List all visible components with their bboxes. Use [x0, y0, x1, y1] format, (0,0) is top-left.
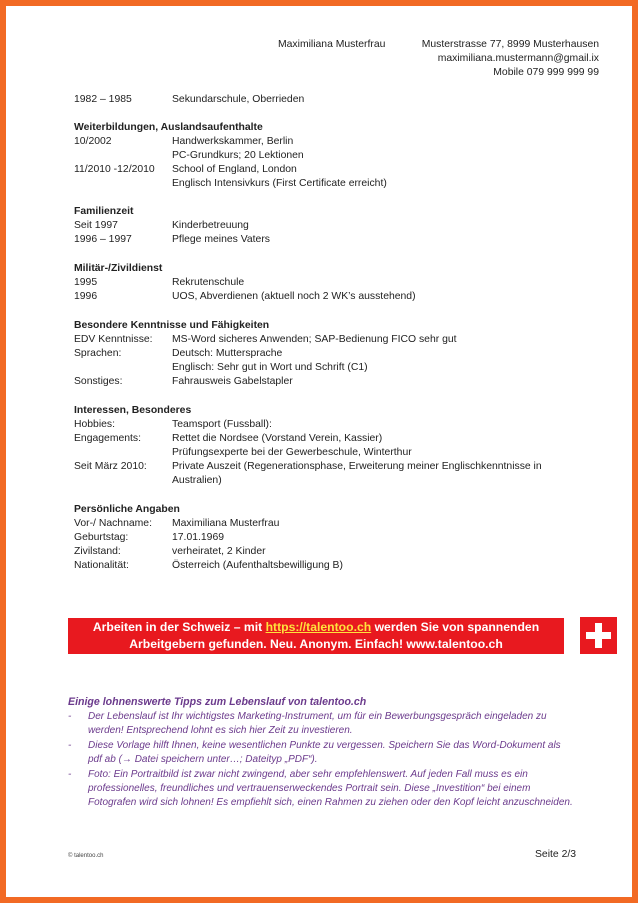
section-title-kenntnisse: Besondere Kenntnisse und Fähigkeiten: [74, 320, 270, 331]
row-date: 10/2002: [74, 136, 112, 147]
header-phone: Mobile 079 999 999 99: [493, 67, 599, 78]
row-text: Maximiliana Musterfrau: [172, 518, 280, 529]
row-date: Seit 1997: [74, 220, 118, 231]
row-date: 1996 – 1997: [74, 234, 132, 245]
header-address: Musterstrasse 77, 8999 Musterhausen: [421, 39, 599, 50]
banner-text: werden Sie von spannenden: [371, 620, 540, 634]
tip-text: Diese Vorlage hilft Ihnen, keine wesentlichen Punkte zu vergessen. Speichern Sie das Word-Dokument als pdf ab (→ Datei speichern unter…; Dateityp „PDF“).: [88, 740, 561, 766]
row-text: PC-Grundkurs; 20 Lektionen: [172, 150, 304, 161]
row-text: Rettet die Nordsee (Vorstand Verein, Kassier): [172, 433, 383, 444]
swiss-flag-icon: [580, 617, 617, 654]
row-date: 1995: [74, 277, 98, 288]
tip-text: Der Lebenslauf ist Ihr wichtigstes Marketing-Instrument, um für ein Bewerbungsgespräch eingeladen zu werden! Entsprechend lohnt es sich hier Zeit zu investieren.: [88, 711, 547, 737]
banner-text: Arbeiten in der Schweiz – mit: [92, 620, 266, 634]
row-text: verheiratet, 2 Kinder: [172, 546, 266, 557]
banner-line-1: [68, 619, 564, 636]
cv-row: [74, 276, 244, 290]
flag-cross-horizontal: [586, 632, 611, 639]
row-text: Australien): [172, 475, 222, 486]
tip-text: Foto: Ein Portraitbild ist zwar nicht zwingend, aber sehr empfehlenswert. Auf jeden Fall muss es ein professionelles, freundliches und vertrauenserweckendes Portrait sein. Diese „Investition“ bei einem Fotografen wird sich lohnen! Es empfiehlt sich, einen Rahmen zu ziehen oder den Kopf leicht anzuschneiden.: [88, 769, 573, 809]
row-text: Teamsport (Fussball):: [172, 419, 272, 430]
row-date: Zivilstand:: [74, 546, 121, 557]
row-date: 1982 – 1985: [74, 94, 132, 105]
row-text: Prüfungsexperte bei der Gewerbeschule, Winterthur: [172, 447, 412, 458]
education-row: [74, 93, 304, 107]
bullet-dash: -: [68, 711, 72, 722]
row-text: Deutsch: Muttersprache: [172, 348, 283, 359]
cv-row: [74, 432, 382, 446]
footer-copyright: © talentoo.ch: [68, 853, 104, 859]
cv-page: [6, 6, 632, 897]
cv-row: [74, 375, 293, 389]
row-text: Englisch Intensivkurs (First Certificate erreicht): [172, 178, 387, 189]
section-title-militaer: Militär-/Zivildienst: [74, 263, 163, 274]
cv-row: [74, 545, 266, 559]
section-title-persoenlich: Persönliche Angaben: [74, 504, 180, 515]
section-title-interessen: Interessen, Besonderes: [74, 405, 192, 416]
row-date: Seit März 2010:: [74, 461, 147, 472]
row-text: MS-Word sicheres Anwenden; SAP-Bedienung FICO sehr gut: [172, 334, 457, 345]
cv-row: [74, 531, 224, 545]
row-text: 17.01.1969: [172, 532, 225, 543]
section-title-weiterbildungen: Weiterbildungen, Auslandsaufenthalte: [74, 122, 263, 133]
bullet-dash: -: [68, 740, 72, 751]
row-date: Nationalität:: [74, 560, 129, 571]
cv-row: [74, 559, 343, 573]
banner-line-2: Arbeitgebern gefunden. Neu. Anonym. Einfach! www.talentoo.ch: [129, 637, 503, 651]
cv-row: [74, 333, 457, 347]
row-date: Engagements:: [74, 433, 142, 444]
row-text: Sekundarschule, Oberrieden: [172, 94, 305, 105]
row-date: EDV Kenntnisse:: [74, 334, 153, 345]
row-text: Fahrausweis Gabelstapler: [172, 376, 293, 387]
row-text: Kinderbetreuung: [172, 220, 249, 231]
header-name: Maximiliana Musterfrau: [278, 39, 386, 50]
row-date: Sonstiges:: [74, 376, 123, 387]
cv-row: [74, 418, 272, 432]
row-text: UOS, Abverdienen (aktuell noch 2 WK’s ausstehend): [172, 291, 416, 302]
talentoo-banner[interactable]: [68, 618, 564, 654]
header-email: maximiliana.mustermann@gmail.ix: [437, 53, 599, 64]
cv-row: [74, 233, 270, 247]
cv-row: [74, 135, 293, 149]
cv-row: [74, 219, 249, 233]
section-title-familienzeit: Familienzeit: [74, 206, 134, 217]
row-date: 11/2010 -12/2010: [74, 164, 155, 175]
bullet-dash: -: [68, 769, 72, 780]
row-date: Geburtstag:: [74, 532, 129, 543]
row-date: Sprachen:: [74, 348, 122, 359]
cv-row: [74, 163, 297, 177]
talentoo-link[interactable]: https://talentoo.ch: [265, 620, 372, 634]
page-number: Seite 2/3: [535, 849, 577, 860]
row-text: Englisch: Sehr gut in Wort und Schrift (C1): [172, 362, 368, 373]
row-text: School of England, London: [172, 164, 297, 175]
row-text: Österreich (Aufenthaltsbewilligung B): [172, 560, 343, 571]
cv-row: [74, 290, 416, 304]
row-date: Hobbies:: [74, 419, 116, 430]
row-text: Handwerkskammer, Berlin: [172, 136, 294, 147]
row-text: Private Auszeit (Regenerationsphase, Erweiterung meiner Englischkenntnisse in: [172, 461, 542, 472]
tips-title: Einige lohnenswerte Tipps zum Lebenslauf von talentoo.ch: [68, 696, 367, 708]
cv-row: [74, 517, 279, 531]
row-date: Vor-/ Nachname:: [74, 518, 152, 529]
cv-row: [74, 347, 282, 361]
row-text: Pflege meines Vaters: [172, 234, 270, 245]
row-date: 1996: [74, 291, 98, 302]
cv-row: [74, 460, 542, 474]
row-text: Rekrutenschule: [172, 277, 245, 288]
